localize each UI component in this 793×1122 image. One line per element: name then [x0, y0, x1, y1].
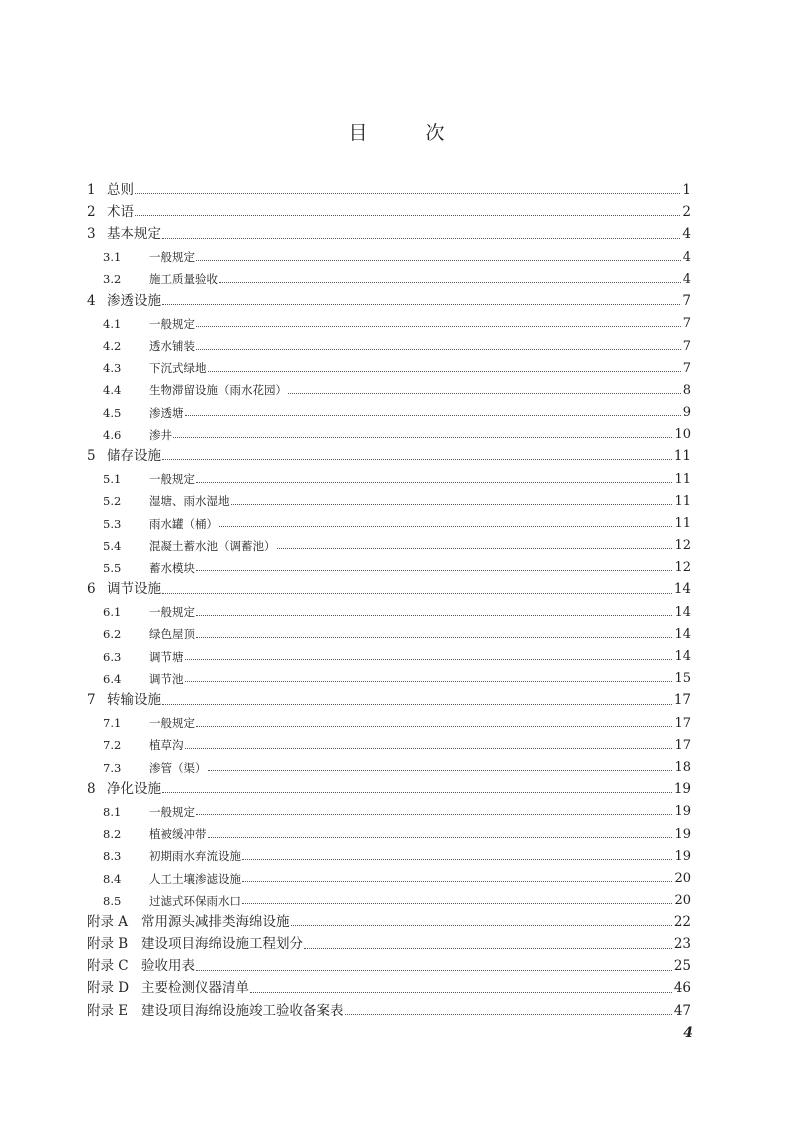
dot-leader	[196, 482, 672, 483]
toc-entry-number: 5.5	[103, 560, 122, 575]
dot-leader	[208, 770, 673, 771]
dot-leader	[162, 459, 672, 460]
toc-entry-page: 9	[682, 405, 691, 421]
toc-entry-page: 7	[682, 338, 691, 354]
toc-entry-number: 5.3	[103, 516, 122, 531]
toc-entry-label: 常用源头减排类海绵设施	[141, 913, 290, 930]
toc-entry-page: 12	[674, 560, 691, 576]
dot-leader	[162, 593, 672, 594]
toc-entry-page: 17	[674, 715, 691, 731]
dot-leader	[196, 615, 672, 616]
toc-entry-label: 过滤式环保雨水口	[149, 893, 241, 908]
toc-entry-number: 4.2	[103, 339, 122, 353]
toc-entry-number: 附录 B	[87, 936, 129, 953]
dot-leader	[219, 282, 681, 283]
toc-entry-label: 渗井	[149, 427, 172, 442]
toc-entry-label: 一般规定	[149, 716, 195, 731]
toc-entry-number: 3	[87, 226, 96, 243]
toc-entry[interactable]	[87, 242, 691, 264]
toc-entry-page: 20	[674, 871, 691, 886]
dot-leader	[185, 681, 673, 682]
toc-entry-label: 验收用表	[141, 958, 195, 975]
toc-entry[interactable]	[87, 796, 691, 818]
toc-entry-label: 主要检测仪器清单	[141, 980, 249, 997]
toc-entry-label: 下沉式绿地	[149, 361, 207, 376]
toc-entry[interactable]	[87, 375, 691, 397]
toc-entry-label: 净化设施	[107, 780, 161, 797]
toc-entry-page: 7	[682, 360, 691, 376]
toc-entry-page: 14	[674, 649, 691, 665]
toc-entry[interactable]	[87, 863, 691, 885]
toc-entry[interactable]	[87, 486, 691, 508]
toc-entry-number: 7	[87, 692, 96, 708]
toc-entry[interactable]	[87, 708, 691, 730]
toc-entry-page: 47	[673, 1002, 691, 1019]
toc-entry-page: 11	[674, 516, 691, 531]
toc-entry[interactable]	[87, 619, 691, 641]
toc-entry-page: 19	[674, 804, 691, 820]
toc-entry[interactable]	[87, 197, 691, 219]
toc-entry-label: 基本规定	[107, 226, 161, 243]
toc-entry-number: 1	[87, 181, 96, 198]
toc-entry[interactable]	[87, 685, 691, 707]
dot-leader	[185, 659, 673, 660]
toc-entry-label: 一般规定	[149, 316, 195, 331]
toc-entry-label: 调节塘	[149, 649, 184, 664]
dot-leader	[196, 726, 672, 727]
toc-entry-page: 17	[673, 692, 691, 708]
toc-entry-number: 6.2	[103, 627, 122, 642]
toc-entry[interactable]	[87, 175, 691, 197]
toc-entry-label: 一般规定	[149, 250, 195, 265]
toc-entry-page: 19	[674, 848, 691, 864]
toc-entry-page: 8	[682, 382, 691, 398]
dot-leader	[208, 837, 673, 838]
toc-entry-number: 8	[87, 780, 96, 797]
toc-entry-label: 一般规定	[149, 605, 195, 620]
toc-entry-number: 4.5	[103, 405, 122, 420]
toc-entry-page: 15	[674, 671, 691, 687]
toc-entry-number: 4	[87, 292, 96, 309]
toc-entry-label: 人工土壤渗滤设施	[149, 871, 241, 886]
dot-leader	[345, 1014, 672, 1015]
toc-entry-label: 蓄水模块	[149, 560, 195, 575]
toc-entry-number: 5.4	[103, 538, 122, 553]
toc-entry-page: 11	[674, 471, 691, 487]
toc-entry-label: 一般规定	[149, 472, 195, 487]
toc-entry-page: 4	[682, 271, 691, 287]
toc-entry[interactable]	[87, 463, 691, 485]
dot-leader	[242, 903, 672, 904]
toc-entry[interactable]	[87, 996, 691, 1018]
toc-entry-number: 8.1	[103, 804, 122, 819]
dot-leader	[185, 748, 673, 749]
toc-entry-label: 术语	[107, 203, 134, 220]
dot-leader	[196, 637, 672, 638]
toc-entry-number: 6.1	[103, 605, 122, 620]
dot-leader	[162, 704, 672, 705]
toc-entry[interactable]	[87, 574, 691, 596]
toc-entry[interactable]	[87, 774, 691, 796]
toc-entry[interactable]	[87, 397, 691, 419]
toc-entry[interactable]	[87, 974, 691, 996]
toc-entry-page: 14	[674, 604, 691, 620]
toc-entry-number: 3.1	[103, 250, 122, 265]
toc-entry-label: 储存设施	[107, 447, 161, 464]
toc-entry[interactable]	[87, 552, 691, 574]
toc-entry[interactable]	[87, 641, 691, 663]
toc-entry-number: 6.3	[103, 649, 122, 664]
toc-entry-page: 7	[682, 292, 691, 309]
toc-entry-number: 附录 A	[87, 913, 129, 930]
toc-entry-label: 总则	[107, 181, 134, 198]
toc-entry-page: 12	[674, 538, 691, 554]
toc-entry[interactable]	[87, 441, 691, 463]
toc-entry-label: 渗透设施	[107, 292, 161, 309]
dot-leader	[242, 859, 672, 860]
toc-entry-page: 1	[682, 181, 691, 198]
dot-leader	[162, 238, 680, 239]
dot-leader	[242, 881, 672, 882]
dot-leader	[219, 526, 672, 527]
dot-leader	[208, 371, 681, 372]
toc-entry[interactable]	[87, 353, 691, 375]
toc-entry-number: 8.3	[103, 849, 122, 864]
toc-entry-page: 4	[682, 249, 691, 265]
toc-entry[interactable]	[87, 907, 691, 929]
toc-entry-number: 8.5	[103, 893, 122, 908]
toc-entry-number: 4.6	[103, 427, 122, 442]
toc-entry-label: 建设项目海绵设施竣工验收备案表	[141, 1002, 344, 1019]
toc-entry-page: 11	[674, 493, 691, 509]
toc-entry-number: 8.4	[103, 871, 122, 886]
toc-entry-label: 建设项目海绵设施工程划分	[141, 936, 303, 953]
toc-entry[interactable]	[87, 508, 691, 530]
dot-leader	[185, 415, 681, 416]
toc-entry-page: 25	[673, 958, 691, 975]
dot-leader	[196, 260, 681, 261]
toc-entry[interactable]	[87, 885, 691, 907]
toc-entry-label: 生物滞留设施（雨水花园）	[149, 383, 287, 398]
toc-entry-label: 转输设施	[107, 692, 161, 708]
toc-entry-number: 附录 E	[87, 1002, 129, 1019]
toc-entry-page: 46	[673, 980, 691, 997]
toc-entry[interactable]	[87, 330, 691, 352]
toc-entry-page: 4	[682, 226, 691, 243]
dot-leader	[288, 393, 681, 394]
toc-entry-number: 3.2	[103, 272, 122, 287]
dot-leader	[135, 193, 680, 194]
table-of-contents	[87, 175, 691, 1018]
toc-entry[interactable]	[87, 308, 691, 330]
toc-entry-number: 6.4	[103, 671, 122, 686]
dot-leader	[162, 304, 680, 305]
dot-leader	[162, 792, 672, 793]
toc-entry-label: 一般规定	[149, 804, 195, 819]
toc-entry[interactable]	[87, 929, 691, 951]
toc-entry-label: 透水铺装	[149, 339, 195, 353]
toc-entry[interactable]	[87, 597, 691, 619]
dot-leader	[196, 326, 681, 327]
dot-leader	[250, 992, 672, 993]
toc-entry[interactable]	[87, 952, 691, 974]
toc-entry-number: 7.3	[103, 760, 122, 775]
toc-entry-label: 湿塘、雨水湿地	[149, 494, 230, 509]
toc-entry-page: 14	[673, 581, 691, 598]
toc-entry-page: 2	[682, 203, 691, 220]
toc-entry[interactable]	[87, 841, 691, 863]
toc-entry-page: 19	[674, 826, 691, 842]
dot-leader	[304, 948, 672, 949]
toc-entry-number: 5.1	[103, 472, 122, 487]
page-title: 目 次	[348, 122, 471, 144]
toc-entry-number: 4.3	[103, 361, 122, 376]
dot-leader	[196, 570, 672, 571]
toc-entry[interactable]	[87, 663, 691, 685]
toc-entry-label: 渗管（渠）	[149, 760, 207, 775]
toc-entry-number: 附录 D	[87, 980, 130, 997]
toc-entry[interactable]	[87, 419, 691, 441]
toc-entry[interactable]	[87, 752, 691, 774]
page-number: 4	[683, 1025, 693, 1041]
toc-entry-label: 施工质量验收	[149, 272, 218, 287]
toc-entry-number: 4.1	[103, 316, 122, 331]
dot-leader	[135, 215, 680, 216]
toc-entry-number: 7.2	[103, 738, 122, 753]
dot-leader	[196, 970, 672, 971]
toc-entry-page: 19	[673, 780, 691, 797]
toc-entry-label: 植被缓冲带	[149, 827, 207, 842]
dot-leader	[231, 504, 673, 505]
toc-entry-page: 10	[674, 427, 691, 443]
toc-entry-page: 23	[673, 936, 691, 953]
toc-entry[interactable]	[87, 818, 691, 840]
toc-entry[interactable]	[87, 730, 691, 752]
toc-entry-number: 4.4	[103, 383, 122, 398]
dot-leader	[277, 548, 673, 549]
toc-entry-page: 14	[674, 626, 691, 642]
toc-entry-number: 7.1	[103, 716, 122, 731]
toc-entry-label: 调节池	[149, 671, 184, 686]
toc-entry-number: 5.2	[103, 494, 122, 509]
toc-entry[interactable]	[87, 264, 691, 286]
toc-entry-label: 渗透塘	[149, 405, 184, 420]
toc-entry-page: 7	[682, 316, 691, 332]
toc-entry-label: 植草沟	[149, 738, 184, 753]
toc-entry-number: 附录 C	[87, 958, 129, 975]
toc-entry-label: 雨水罐（桶）	[149, 516, 218, 531]
toc-entry-page: 17	[674, 737, 691, 753]
toc-entry-label: 绿色屋顶	[149, 627, 195, 642]
toc-entry[interactable]	[87, 219, 691, 241]
toc-entry-page: 11	[673, 447, 691, 464]
toc-entry-page: 22	[673, 913, 691, 930]
toc-entry-number: 6	[87, 581, 96, 598]
toc-entry-label: 调节设施	[107, 581, 161, 598]
dot-leader	[291, 925, 672, 926]
toc-entry-number: 8.2	[103, 827, 122, 842]
toc-entry-page: 20	[674, 893, 691, 909]
dot-leader	[196, 814, 672, 815]
toc-entry[interactable]	[87, 530, 691, 552]
toc-entry-label: 混凝土蓄水池（调蓄池）	[149, 538, 276, 553]
dot-leader	[196, 349, 681, 350]
toc-entry[interactable]	[87, 286, 691, 308]
toc-entry-label: 初期雨水弃流设施	[149, 849, 241, 864]
toc-entry-number: 2	[87, 203, 96, 220]
toc-entry-number: 5	[87, 447, 96, 464]
dot-leader	[173, 437, 672, 438]
toc-entry-page: 18	[674, 760, 691, 776]
